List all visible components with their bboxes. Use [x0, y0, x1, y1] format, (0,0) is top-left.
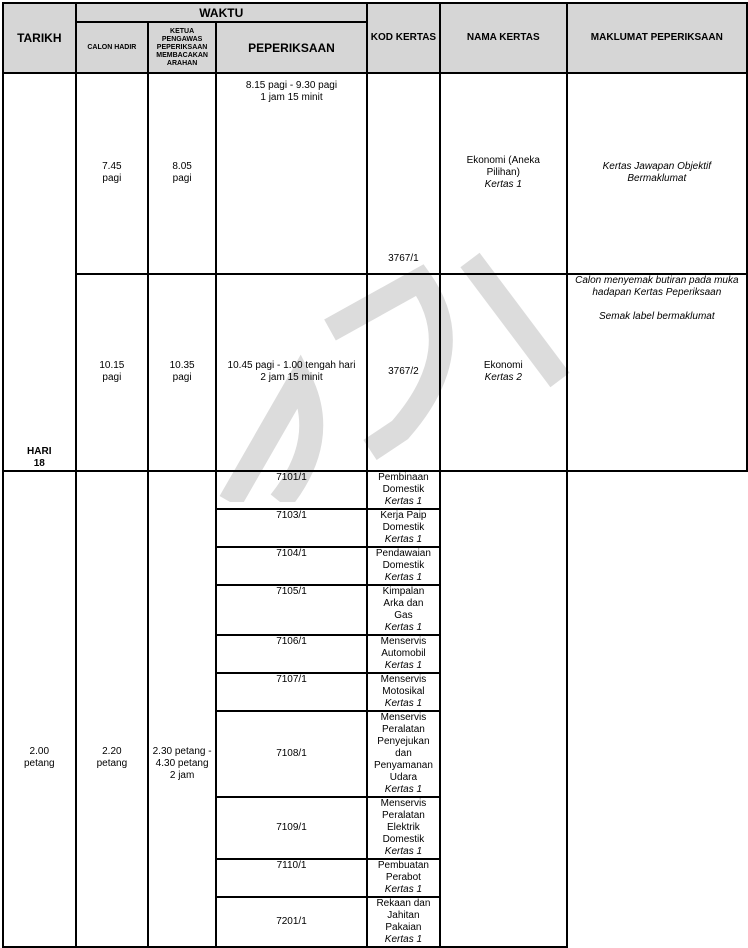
kertas-label: Kertas 2 [484, 372, 522, 384]
maklumat: Calon menyemak butiran pada muka hadapan Kertas Peperiksaan [575, 274, 739, 298]
kod-kertas: 7105/1 [216, 585, 367, 635]
nama-kertas: Pembuatan Perabot [377, 860, 429, 883]
kod-kertas: 7103/1 [216, 509, 367, 547]
kertas-label: Kertas 1 [484, 179, 522, 191]
kod-kertas: 3767/1 [367, 73, 440, 274]
kod-kertas: 7101/1 [216, 471, 367, 509]
durasi: 2 jam [169, 770, 195, 781]
header-calon-hadir: CALON HADIR [76, 22, 149, 73]
calon-hadir: 2.00 petang [24, 746, 55, 769]
masa: 8.15 pagi - 9.30 pagi [245, 80, 338, 91]
kertas-label: Kertas 1 [384, 784, 423, 795]
table-row [3, 471, 747, 509]
kertas-label: Kertas 1 [384, 698, 423, 709]
nama-kertas: Kerja Paip Domestik [380, 510, 427, 533]
masa: 2.30 petang - 4.30 petang [152, 746, 212, 769]
header-ketua-pengawas: KETUA PENGAWAS PEPERIKSAAN MEMBACAKAN ARAHAN [148, 22, 216, 73]
kertas-label: Kertas 1 [384, 660, 423, 671]
nama-kertas: Menservis Peralatan Penyejukan dan Penyamanan Udara [373, 712, 433, 783]
kertas-label: Kertas 1 [384, 846, 423, 857]
ketua-pengawas: 8.05 pagi [148, 73, 216, 274]
calon-hadir: 7.45 pagi [76, 73, 149, 274]
nama-kertas: Rekaan dan Jahitan Pakaian [376, 898, 431, 933]
header-nama-kertas: NAMA KERTAS [440, 3, 567, 73]
header-peperiksaan: PEPERIKSAAN [216, 22, 367, 73]
kertas-label: Kertas 1 [384, 572, 423, 583]
header-maklumat: MAKLUMAT PEPERIKSAAN [567, 3, 747, 73]
durasi: 1 jam 15 minit [260, 92, 323, 103]
kertas-label: Kertas 1 [384, 622, 423, 633]
nama-kertas: Menservis Motosikal [380, 674, 427, 697]
maklumat-2: Semak label bermaklumat [599, 310, 715, 322]
exam-schedule-table [2, 2, 748, 948]
nama-kertas: Ekonomi (Aneka Pilihan) [466, 155, 540, 179]
kod-kertas: 7104/1 [216, 547, 367, 585]
table-row [3, 274, 747, 471]
calon-hadir: 10.15 pagi [76, 274, 149, 471]
kod-kertas: 7107/1 [216, 673, 367, 711]
tarikh-value: HARI 18 [27, 446, 52, 469]
kod-kertas: 7201/1 [216, 897, 367, 947]
ketua-pengawas: 10.35 pagi [148, 274, 216, 471]
kertas-label: Kertas 1 [384, 884, 423, 895]
kertas-label: Kertas 1 [384, 934, 423, 945]
kod-kertas: 7110/1 [216, 859, 367, 897]
maklumat: Kertas Jawapan Objektif Bermaklumat [602, 161, 712, 185]
kod-kertas: 7109/1 [216, 797, 367, 859]
table-row [3, 73, 747, 274]
nama-kertas: Ekonomi [483, 360, 523, 372]
nama-kertas: Pendawaian Domestik [375, 548, 431, 571]
header-waktu: WAKTU [76, 3, 367, 22]
durasi: 2 jam 15 minit [260, 372, 323, 384]
maklumat-empty [440, 471, 567, 947]
kod-kertas: 7108/1 [216, 711, 367, 797]
kod-kertas: 3767/2 [367, 274, 440, 471]
kod-kertas: 7106/1 [216, 635, 367, 673]
kertas-label: Kertas 1 [384, 534, 423, 545]
nama-kertas: Menservis Peralatan Elektrik Domestik [380, 798, 427, 845]
nama-kertas: Pembinaan Domestik [378, 472, 429, 495]
header-tarikh: TARIKH [3, 3, 76, 73]
header-kod-kertas: KOD KERTAS [367, 3, 440, 73]
ketua-pengawas: 2.20 petang [96, 746, 128, 769]
kertas-label: Kertas 1 [384, 496, 423, 507]
masa: 10.45 pagi - 1.00 tengah hari [227, 360, 356, 372]
nama-kertas: Menservis Automobil [380, 636, 427, 659]
nama-kertas: Kimpalan Arka dan Gas [382, 586, 425, 621]
